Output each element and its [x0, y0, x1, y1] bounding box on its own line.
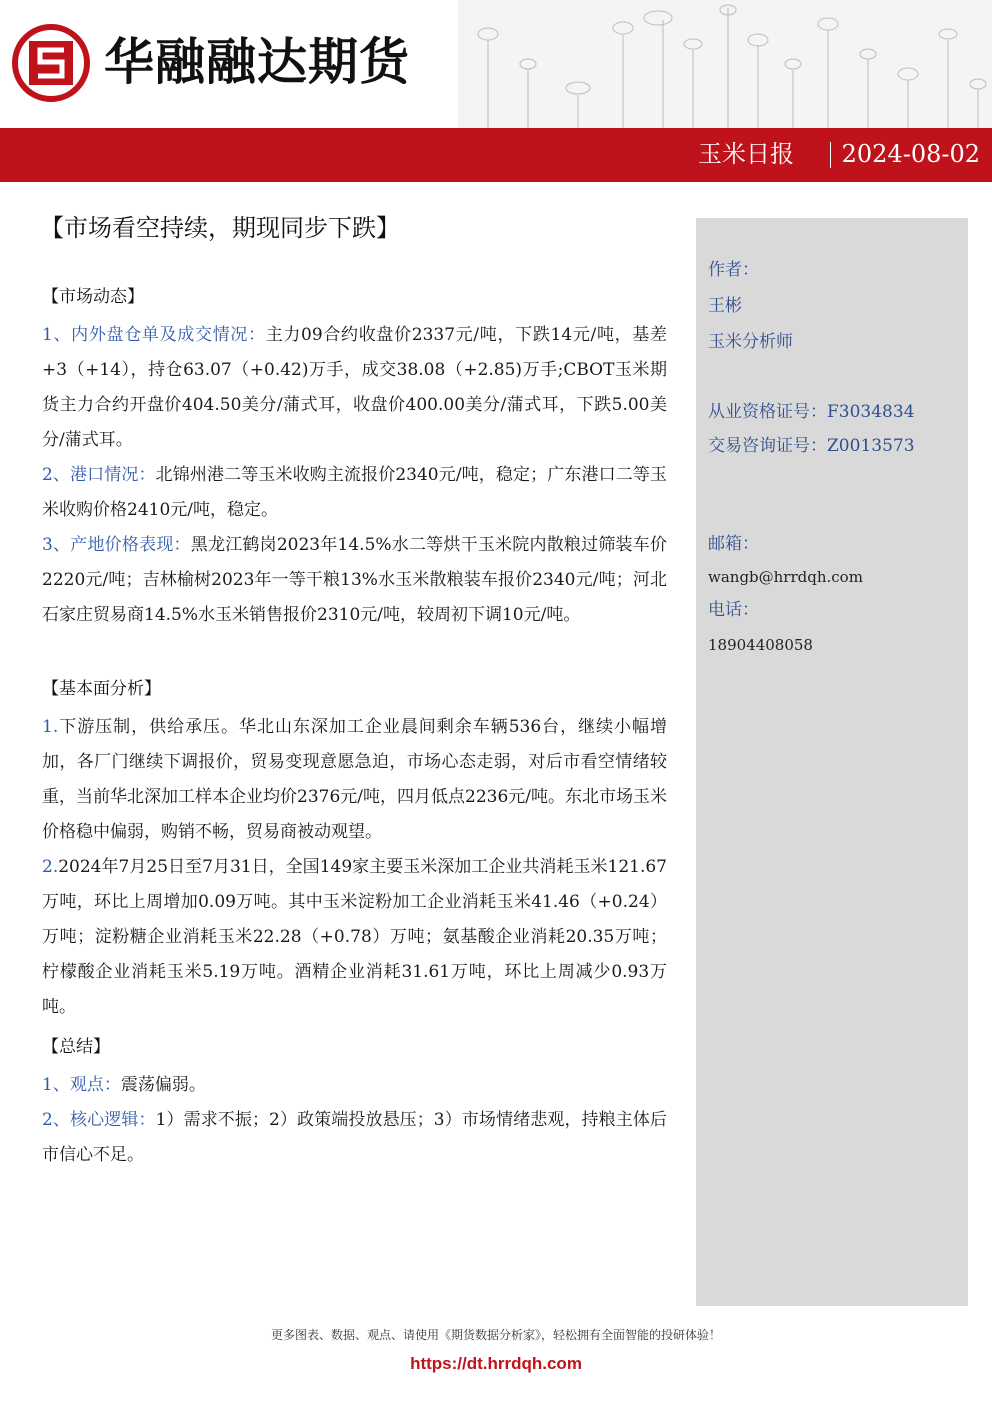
footer-note: 更多图表、数据、观点、请使用《期货数据分析家》，轻松拥有全面智能的投研体验！ [270, 1328, 721, 1342]
paragraph-label: 2. [42, 857, 59, 877]
paragraph-fundamental-1 [42, 710, 667, 850]
email-address[interactable]: wangb@hrrdqh.com [708, 568, 863, 586]
page-header [0, 0, 992, 128]
qualification-cert: 从业资格证号：F3034834 [708, 402, 915, 422]
section-heading-fundamental: 【基本面分析】 [42, 679, 161, 699]
brand-name: 华融融达期货 [104, 33, 410, 91]
paragraph-label: 1、内外盘仓单及成交情况： [42, 325, 266, 345]
paragraph-summary-2 [42, 1103, 667, 1173]
paragraph-text: 震荡偏弱。 [120, 1075, 206, 1095]
author-sidebar [696, 218, 968, 1306]
paragraph-label: 2、核心逻辑： [42, 1110, 156, 1130]
report-date: 2024-08-02 [841, 140, 980, 168]
page-title: 【市场看空持续，期现同步下跌】 [40, 214, 400, 242]
company-logo-icon [12, 24, 90, 102]
paragraph-text: 1）需求不振；2）政策端投放悬压；3）市场情绪悲观，持粮主体后市信心不足。 [42, 1110, 667, 1165]
author-title: 玉米分析师 [708, 332, 793, 352]
paragraph-label: 1、观点： [42, 1075, 121, 1095]
paragraph-text: 2024年7月25日至7月31日，全国149家主要玉米深加工企业共消耗玉米121.67万吨，环比上周增加0.09万吨。其中玉米淀粉加工企业消耗玉米41.46（+0.24）万吨；淀粉糖企业消耗玉米22.28（+0.78）万吨；氨基酸企业消耗20.35万吨；柠檬酸企业消耗玉米5.19万吨。酒精企业消耗31.61万吨，环比上周减少0.93万吨。 [42, 857, 667, 1017]
phone-label: 电话： [708, 600, 759, 620]
author-name: 王彬 [708, 296, 742, 316]
section-heading-market: 【市场动态】 [42, 287, 144, 307]
paragraph-text: 下游压制，供给承压。华北山东深加工企业晨间剩余车辆536台，继续小幅增加，各厂门继续下调报价，贸易变现意愿急迫，市场心态走弱，对后市看空情绪较重，当前华北深加工样本企业均价2376元/吨，四月低点2236元/吨。东北市场玉米价格稳中偏弱，购销不畅，贸易商被动观望。 [42, 717, 667, 842]
paragraph-market-3 [42, 528, 667, 633]
paragraph-fundamental-2 [42, 850, 667, 1025]
paragraph-text: 北锦州港二等玉米收购主流报价2340元/吨，稳定；广东港口二等玉米收购价格2410元/吨，稳定。 [42, 465, 667, 520]
paragraph-text: 主力09合约收盘价2337元/吨，下跌14元/吨，基差+3（+14），持仓63.07（+0.42)万手，成交38.08（+2.85)万手;CBOT玉米期货主力合约开盘价404.50美分/蒲式耳，收盘价400.00美分/蒲式耳，下跌5.00美分/蒲式耳。 [42, 325, 667, 450]
paragraph-market-2 [42, 458, 667, 528]
paragraph-text: 黑龙江鹤岗2023年14.5%水二等烘干玉米院内散粮过筛装车价2220元/吨；吉林榆树2023年一等干粮13%水玉米散粮装车报价2340元/吨；河北石家庄贸易商14.5%水玉米销售报价2310元/吨，较周初下调10元/吨。 [42, 535, 667, 625]
paragraph-label: 2、港口情况： [42, 465, 156, 485]
phone-number: 18904408058 [708, 636, 813, 654]
title-bar-divider [830, 142, 831, 168]
email-label: 邮箱： [708, 534, 759, 554]
paragraph-summary-1 [42, 1068, 667, 1103]
report-type: 玉米日报 [698, 140, 794, 168]
author-label: 作者： [708, 260, 759, 280]
paragraph-label: 3、产地价格表现： [42, 535, 191, 555]
section-heading-summary: 【总结】 [42, 1037, 110, 1057]
paragraph-market-1 [42, 318, 667, 458]
footer-link[interactable]: https://dt.hrrdqh.com [410, 1354, 582, 1373]
consulting-cert: 交易咨询证号：Z0013573 [708, 436, 915, 456]
paragraph-label: 1. [42, 717, 59, 737]
decorative-pattern [458, 0, 992, 128]
